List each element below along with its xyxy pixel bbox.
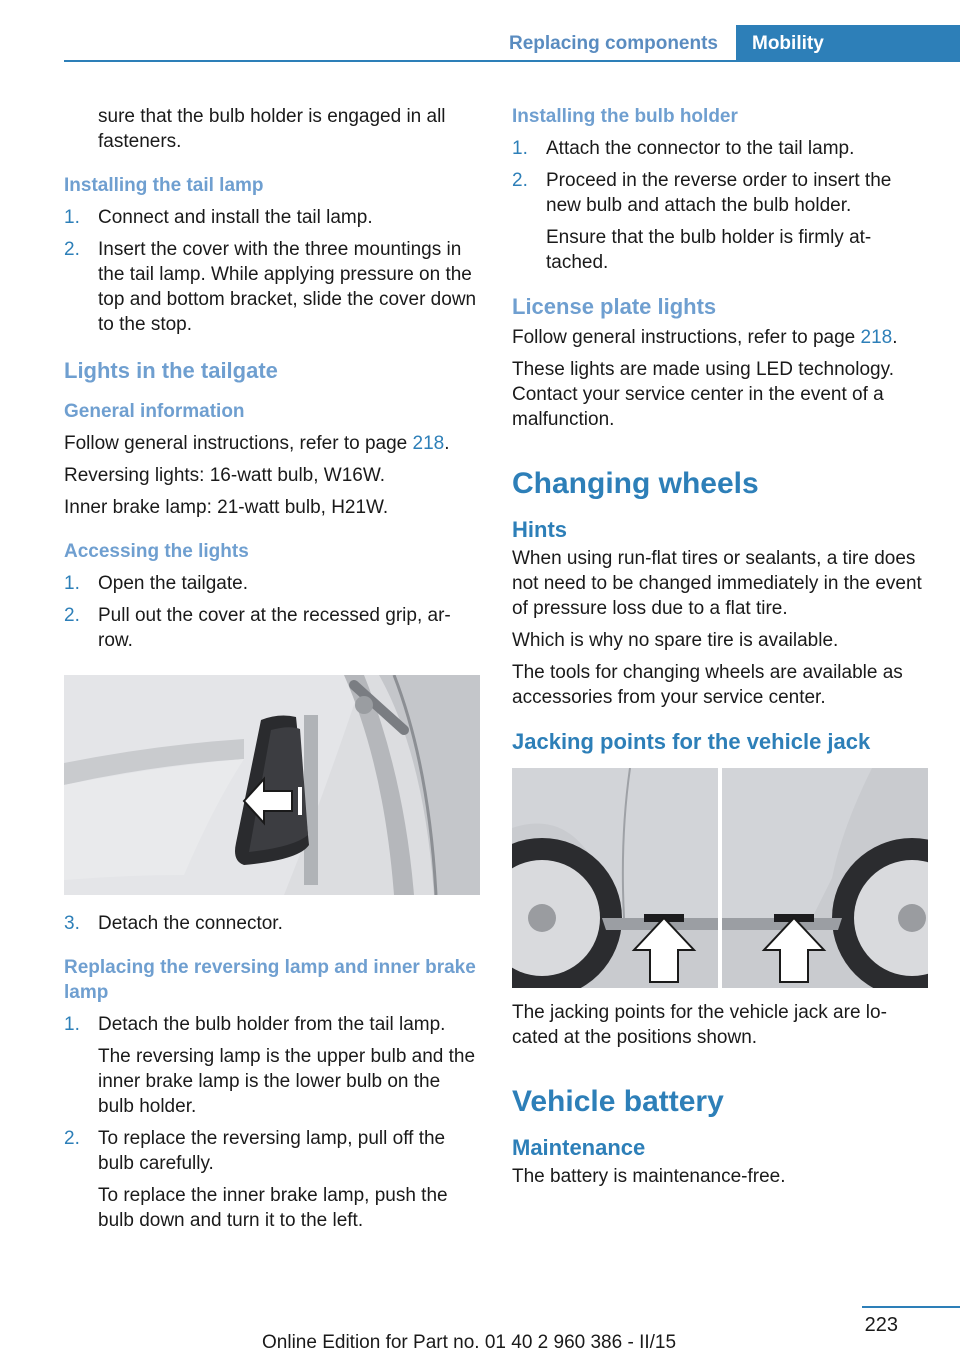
maintenance-text: The battery is maintenance-free. <box>512 1166 786 1187</box>
footer-rule <box>862 1306 960 1308</box>
steps-installing-tail-lamp <box>64 205 480 337</box>
steps-accessing-lights <box>64 571 480 653</box>
heading-license-plate-lights: License plate lights <box>512 294 717 319</box>
list-item: 1. Connect and install the tail lamp. <box>64 207 373 228</box>
list-item: 2. Proceed in the reverse order to insert the new bulb and attach the bulb holder. Ensure that the bulb holder is firmly at‐ tached. <box>512 170 892 273</box>
intro-text: sure that the bulb holder is engaged in all fasteners. <box>98 106 446 152</box>
heading-hints: Hints <box>512 517 567 542</box>
heading-installing-bulb-holder: Installing the bulb holder <box>512 106 738 127</box>
steps-accessing-continued <box>64 911 480 936</box>
list-item: 1. Detach the bulb holder from the tail lamp. The reversing lamp is the upper bulb and the inner brake lamp is the lower bulb on the bulb holder. <box>64 1014 476 1117</box>
steps-replacing-lamps <box>64 1012 480 1233</box>
left-column <box>64 104 480 1240</box>
page-link-218[interactable]: 218 <box>412 433 445 454</box>
header-chapter-tab: Mobility <box>736 25 960 62</box>
license-led-text: These lights are made using LED technology. Contact your service center in the event of a malfunction. <box>512 359 894 430</box>
page-number: 223 <box>864 1314 898 1336</box>
jacking-points-text: The jacking points for the vehicle jack are lo‐ cated at the positions shown. <box>512 1002 887 1048</box>
reversing-lights-text: Reversing lights: 16-watt bulb, W16W. <box>64 465 386 486</box>
heading-replacing-lamps: Replacing the reversing lamp and inner brake lamp <box>64 957 476 1003</box>
list-item: 3. Detach the connector. <box>64 913 283 934</box>
list-item: 2. To replace the reversing lamp, pull off the bulb carefully. To replace the inner brake lamp, push the bulb down and turn it to the left. <box>64 1128 448 1231</box>
heading-accessing-lights: Accessing the lights <box>64 541 249 562</box>
hints-text-2: Which is why no spare tire is available. <box>512 630 839 651</box>
jacking-points-illustration <box>512 768 928 988</box>
heading-installing-tail-lamp: Installing the tail lamp <box>64 175 264 196</box>
header-section-title: Replacing components <box>508 33 718 54</box>
jacking-points-drawing <box>512 768 928 988</box>
page-link-218[interactable]: 218 <box>860 327 893 348</box>
list-item: 2. Insert the cover with the three mountings in the tail lamp. While applying pressure on the top and bottom bracket, slide the cover down to the stop. <box>64 239 477 335</box>
steps-installing-bulb-holder <box>512 136 928 275</box>
heading-general-information: General information <box>64 401 245 422</box>
list-item: 1. Open the tailgate. <box>64 573 248 594</box>
tailgate-cover-drawing <box>64 675 480 895</box>
hints-text-3: The tools for changing wheels are available as accessories from your service center. <box>512 662 903 708</box>
hints-text-1: When using run-flat tires or sealants, a tire does not need to be changed immediately in the event of pressure loss due to a flat tire. <box>512 548 922 619</box>
edition-text: Online Edition for Part no. 01 40 2 960 386 - II/15 <box>262 1332 677 1353</box>
license-general-text: Follow general instructions, refer to page 218. <box>512 327 898 348</box>
list-item: 1. Attach the connector to the tail lamp. <box>512 138 855 159</box>
list-item: 2. Pull out the cover at the recessed grip, ar‐ row. <box>64 605 451 651</box>
heading-maintenance: Maintenance <box>512 1135 646 1160</box>
heading-changing-wheels: Changing wheels <box>512 467 759 500</box>
right-column <box>512 104 928 1196</box>
heading-vehicle-battery: Vehicle battery <box>512 1085 724 1118</box>
heading-lights-tailgate: Lights in the tailgate <box>64 358 278 383</box>
heading-jacking-points: Jacking points for the vehicle jack <box>512 729 871 754</box>
general-info-text: Follow general instructions, refer to page 218. <box>64 433 450 454</box>
tailgate-cover-illustration <box>64 675 480 895</box>
inner-brake-text: Inner brake lamp: 21-watt bulb, H21W. <box>64 497 389 518</box>
